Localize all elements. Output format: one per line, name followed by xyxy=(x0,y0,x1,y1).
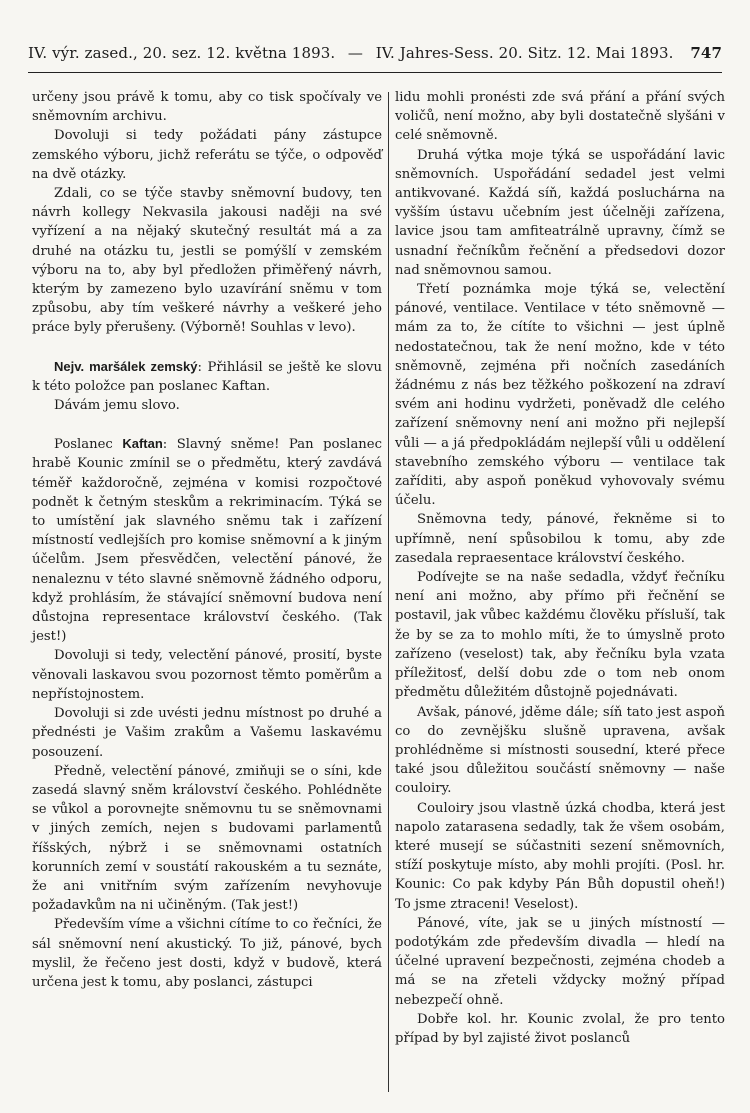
paragraph: Dávám jemu slovo. xyxy=(54,398,180,414)
right-column xyxy=(395,88,725,1048)
kaftan-paragraph xyxy=(32,434,382,646)
left-column xyxy=(32,88,382,992)
page-header xyxy=(28,44,722,62)
paragraph: Podívejte se na naše sedadla, vždyť řečníku není ani možno, aby přímo při řečnění se postavil, jak vůbec každému člověku přísluší, tak že by se za to mohlo míti, že to úmyslně proto zařízeno (veselost) tak, aby řečníku byla vzata příležitosť, delší dobu zde o tom neb onom předmětu důležitém důstojně pojednávati. xyxy=(395,570,725,701)
header-german-text: IV. Jahres-Sess. 20. Sitz. 12. Mai 1893. xyxy=(375,44,674,62)
paragraph: Sněmovna tedy, pánové, řekněme si to upřímně, není spůsobilou k tomu, aby zde zasedala repraesentace království českého. xyxy=(395,512,725,566)
speaker-prefix: Poslanec xyxy=(54,437,123,453)
paragraph: Předně, velectění pánové, zmiňuji se o síni, kde zasedá slavný sněm království českého. Pohlédněte se vůkol a porovnejte sněmovnu tu se sněmovnami v jiných zemích, nejen s budovami parlamentů říšských, nýbrž i se sněmovnami ostatních korunních zemí v soustátí rakouském a tu seznáte, že ani vnitřním svým zařízením nevyhovuje požadavkům na ni učiněným. (Tak jest!) xyxy=(32,763,382,914)
header-german xyxy=(376,44,722,62)
paragraph: Pánové, víte, jak se u jiných místností — podotýkám zde především divadla — hledí na účelné upravení bezpečnosti, zejména chodeb a má se na zřeteli vždycky možný případ nebezpečí ohně. xyxy=(395,915,725,1008)
header-rule xyxy=(28,72,722,73)
paragraph: Třetí poznámka moje týká se, velectění pánové, ventilace. Ventilace v této sněmovně — mám za to, že cítíte to všichni — jest úplně nedostatečnou, tak že není možno, kde v této sněmovně, zejména při nočních zasedáních žádnému z nás bez těžkého poškození na zdraví svém ani hodinu vydržeti, poněvadž dle celého zařízení sněmovny není ani možno při nejlepší vůli — a já předpokládám nejlepší vůli u oddělení stavebního zemského výboru — ventilace tak zaříditi, aby aspoň poněkud vyhovovaly svému účelu. xyxy=(395,282,725,509)
paragraph: lidu mohli pronésti zde svá přání a přání svých voličů, není možno, aby byli dostatečně slyšáni v celé sněmovně. xyxy=(395,90,725,144)
paragraph: Především víme a všichni cítíme to co řečníci, že sál sněmovní není akustický. To již, pánové, bych myslil, že řečeno jest dosti, když v budově, která určena jest k tomu, aby poslanci, zástupci xyxy=(32,917,382,990)
speaker-name: Kaftan xyxy=(122,436,163,452)
speech-text: : Slavný sněme! Pan poslanec hrabě Kounic zmínil se o předmětu, který zavdává téměř každoročně, zejména v komisi rozpočtové podnět k četným steskům a rekriminacím. Týká se to umístění jak slavného sněmu tak i zařízení místností vedlejších pro komise sněmovní a k jiným účelům. Jsem přesvědčen, velectění pánové, že nenaleznu v této slavné sněmovně žádného odporu, když prohlásím, že stávající sněmovní budova není důstojna representace království českého. (Tak jest!) xyxy=(32,437,382,645)
paragraph: Dovoluji si zde uvésti jednu místnost po druhé a přednésti je Vašim zrakům a Vašemu laskavému posouzení. xyxy=(32,706,382,760)
header-dash: — xyxy=(347,44,364,62)
paragraph: Couloiry jsou vlastně úzká chodba, která jest napolo zatarasena sedadly, tak že všem osobám, které musejí se súčastniti sezení sněmovních, stíží poskytuje místo, aby mohli projíti. (Posl. hr. Kounic: Co pak kdyby Pán Bůh dopustil oheň!) To jsme ztraceni! Veselost). xyxy=(395,800,725,912)
paragraph: Avšak, pánové, jděme dále; síň tato jest aspoň co do zevnějšku slušně upravena, avšak prohlédněme si místnosti sousední, které přece také jsou důležitou součástí sněmovny — naše couloiry. xyxy=(395,704,725,797)
marshal-paragraph xyxy=(32,357,382,396)
paragraph: Dovoluji si tedy požádati pány zástupce zemského výboru, jichž referátu se týče, o odpověď na dvě otázky. xyxy=(32,128,382,182)
paragraph: Dobře kol. hr. Kounic zvolal, že pro tento případ by byl zajisté život poslanců xyxy=(395,1011,725,1046)
speech-text: : Přihlásil se ještě ke slovu k této položce pan poslanec Kaftan. xyxy=(32,359,382,394)
paragraph: Zdali, co se týče stavby sněmovní budovy, ten návrh kollegy Nekvasila jakousi naději na své vyřízení a na nějaký skutečný resultát má a za druhé na otázku tu, jestli se pomýšlí v zemském výboru na to, aby byl předložen přiměřený návrh, kterým by zamezeno bylo uzavírání sněmu v tom způsobu, aby tím veškeré návrhy a veškeré jeho práce byly přerušeny. (Výborně! Souhlas v levo). xyxy=(32,186,382,336)
speaker-name: Nejv. maršálek zemský xyxy=(54,358,198,374)
column-divider xyxy=(388,92,389,1092)
paragraph: určeny jsou právě k tomu, aby co tisk spočívaly ve sněmovním archivu. xyxy=(32,90,382,125)
paragraph: Dovoluji si tedy, velectění pánové, prosití, byste věnovali laskavou svou pozornost těmto poměrům a nepřístojnostem. xyxy=(32,648,382,702)
paragraph: Druhá výtka moje týká se uspořádání lavic sněmovních. Uspořádání sedadel jest velmi antikvované. Každá síň, každá posluchárna na vyšším ústavu učebním jest účelněji zařízena, lavice jsou tam amfiteatrálně upravny, čímž se usnadní řečníkům řečnění a předsedovi dozor nad sněmovnou samou. xyxy=(395,147,725,278)
page-number: 747 xyxy=(690,44,722,62)
header-czech: IV. výr. zased., 20. sez. 12. května 1893. xyxy=(28,44,336,62)
